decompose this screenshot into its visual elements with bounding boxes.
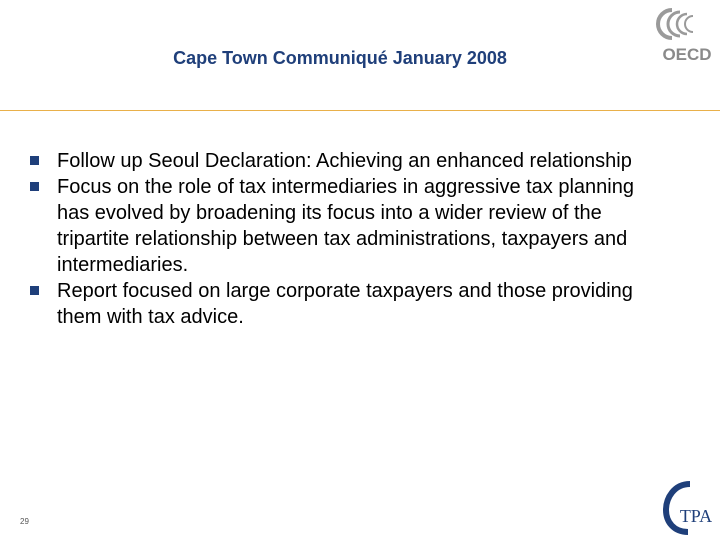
page-number: 29 xyxy=(20,517,29,526)
list-item xyxy=(30,174,650,278)
bullet-text: Follow up Seoul Declaration: Achieving an enhanced relationship xyxy=(57,150,632,172)
square-bullet-icon xyxy=(30,182,39,191)
oecd-logo-icon xyxy=(656,4,718,66)
bullet-list xyxy=(30,148,650,330)
ctpa-logo-text: TPA xyxy=(679,506,713,526)
slide-title: Cape Town Communiqué January 2008 xyxy=(173,48,507,68)
list-item xyxy=(30,278,650,330)
square-bullet-icon xyxy=(30,286,39,295)
ctpa-logo-icon xyxy=(660,478,718,536)
square-bullet-icon xyxy=(30,156,39,165)
title-divider xyxy=(0,110,720,111)
oecd-logo-text: OECD xyxy=(662,45,712,64)
list-item xyxy=(30,148,650,174)
bullet-text: Report focused on large corporate taxpayers and those providing them with tax advice. xyxy=(57,280,633,328)
bullet-text: Focus on the role of tax intermediaries in aggressive tax planning has evolved by broadening its focus into a wider review of the tripartite relationship between tax administrations, taxpayers and intermediaries. xyxy=(57,176,634,276)
